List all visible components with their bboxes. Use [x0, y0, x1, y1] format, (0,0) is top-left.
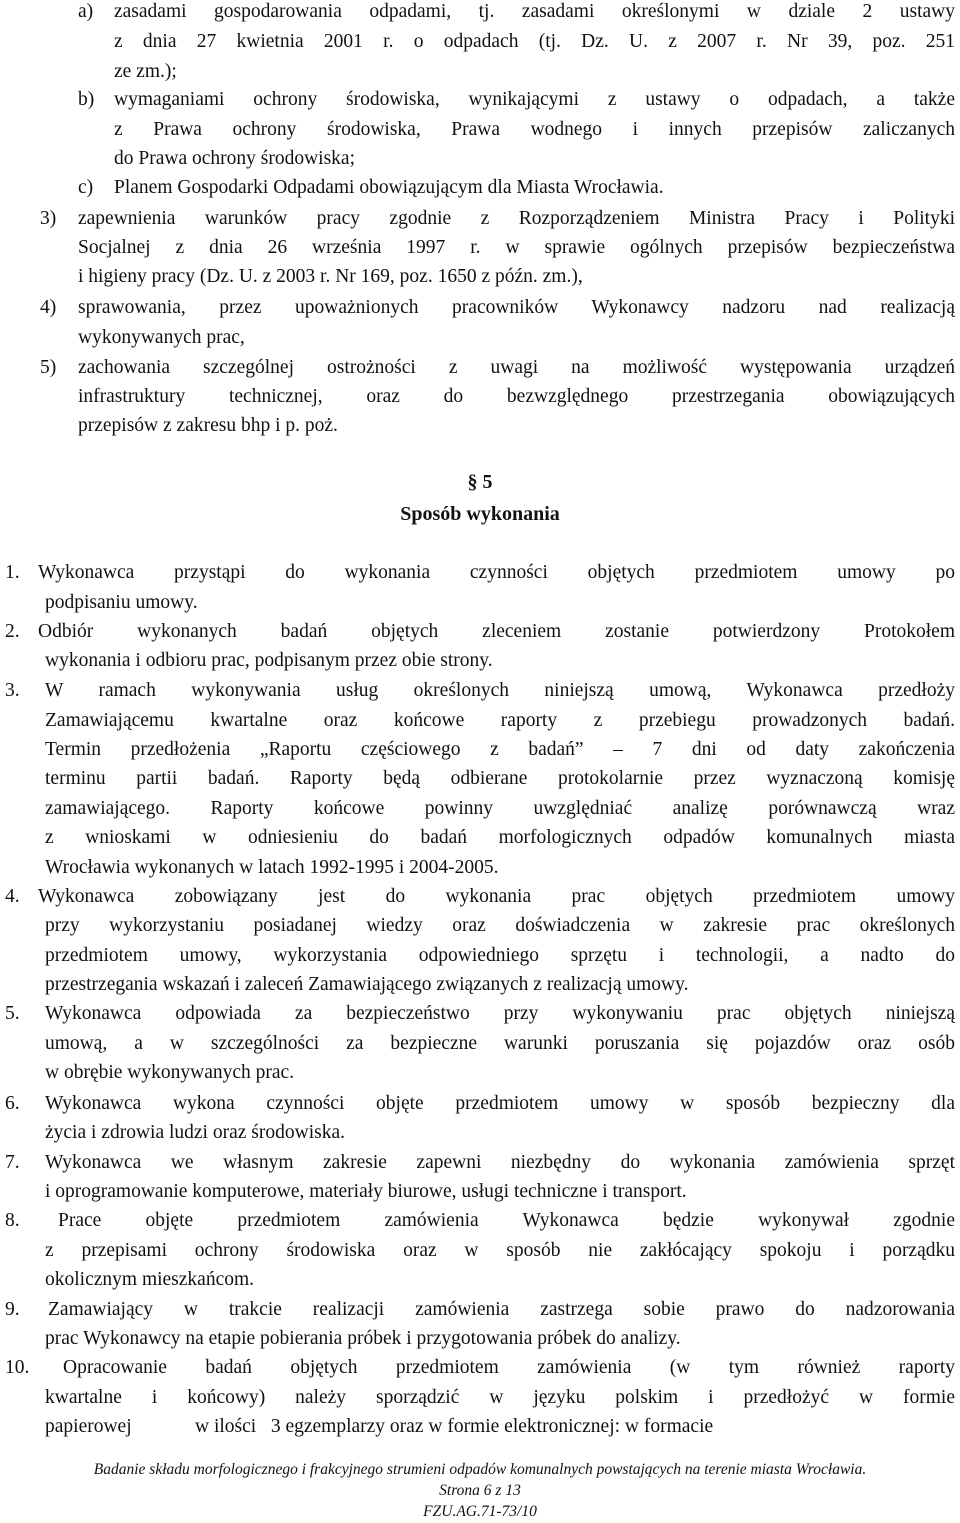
- text-line: i higieny pracy (Dz. U. z 2003 r. Nr 169, poz. 1650 z późn. zm.),: [78, 266, 583, 287]
- text-line: prac Wykonawcy na etapie pobierania próbek i przygotowania próbek do analizy.: [45, 1328, 681, 1349]
- text-line: przepisów z zakresu bhp i p. poż.: [78, 415, 338, 436]
- point-label: 9.: [5, 1299, 20, 1320]
- point-label: 8.: [5, 1210, 20, 1231]
- text-line: w obrębie wykonywanych prac.: [45, 1062, 295, 1083]
- point-label: 1.: [5, 562, 20, 583]
- text-line: przy wykorzystaniu posiadanej wiedzy oraz doświadczenia w zakresie prac określonych: [45, 915, 955, 936]
- point-label: 3.: [5, 680, 20, 701]
- text-line: i oprogramowanie komputerowe, materiały biurowe, usługi techniczne i transport.: [45, 1181, 687, 1202]
- point-label: 6.: [5, 1093, 20, 1114]
- text-line: zamawiającego. Raporty końcowe powinny uwzględniać analizę porównawczą wraz: [45, 798, 955, 819]
- text-line: kwartalne i końcowy) należy sporządzić w języku polskim i przedłożyć w formie: [45, 1387, 955, 1408]
- point-label: 7.: [5, 1152, 20, 1173]
- list-label: 3): [40, 208, 57, 229]
- text-line: Prace objęte przedmiotem zamówienia Wykonawca będzie wykonywał zgodnie: [58, 1210, 955, 1231]
- text-line: okolicznym mieszkańcom.: [45, 1269, 255, 1290]
- text-line: z Prawa ochrony środowiska, Prawa wodnego i innych przepisów zaliczanych: [114, 119, 955, 140]
- text-line: terminu partii badań. Raporty będą odbierane protokolarnie przez wyznaczoną komisję: [45, 768, 955, 789]
- text-line: umową, a w szczególności za bezpieczne warunki poruszania się pojazdów oraz osób: [45, 1033, 955, 1054]
- text-line: wykonywanych prac,: [78, 327, 245, 348]
- text-line: Opracowanie badań objętych przedmiotem zamówienia (w tym również raporty: [63, 1357, 955, 1378]
- point-label: 2.: [5, 621, 20, 642]
- text-line: Odbiór wykonanych badań objętych zleceniem zostanie potwierdzony Protokołem: [38, 621, 955, 642]
- section-title: Sposób wykonania: [400, 503, 560, 525]
- text-line: ze zm.);: [114, 61, 177, 82]
- text-line: z przepisami ochrony środowiska oraz w sposób nie zakłócający spokoju i porządku: [45, 1240, 955, 1261]
- text-line: wymaganiami ochrony środowiska, wynikającymi z ustawy o odpadach, a także: [114, 89, 955, 110]
- text-line: W ramach wykonywania usług określonych niniejszą umową, Wykonawca przedłoży: [45, 680, 955, 701]
- text-line: przestrzegania wskazań i zaleceń Zamawiającego związanych z realizacją umowy.: [45, 974, 689, 995]
- text-line: sprawowania, przez upoważnionych pracowników Wykonawcy nadzoru nad realizacją: [78, 297, 955, 318]
- text-line: Wrocławia wykonanych w latach 1992-1995 i 2004-2005.: [45, 857, 499, 878]
- text-line: z dnia 27 kwietnia 2001 r. o odpadach (tj. Dz. U. z 2007 r. Nr 39, poz. 251: [114, 31, 955, 52]
- list-label: b): [78, 89, 95, 110]
- text-line: Wykonawca we własnym zakresie zapewni niezbędny do wykonania zamówienia sprzęt: [45, 1152, 955, 1173]
- text-line: zasadami gospodarowania odpadami, tj. zasadami określonymi w dziale 2 ustawy: [114, 1, 955, 22]
- point-label: 10.: [5, 1357, 30, 1378]
- text-line: zachowania szczególnej ostrożności z uwagi na możliwość występowania urządzeń: [78, 357, 955, 378]
- list-label: 4): [40, 297, 57, 318]
- point-label: 5.: [5, 1003, 20, 1024]
- text-line: wykonania i odbioru prac, podpisanym przez obie strony.: [45, 650, 493, 671]
- text-line: Planem Gospodarki Odpadami obowiązującym dla Miasta Wrocławia.: [114, 177, 664, 198]
- text-line: Termin przedłożenia „Raportu częściowego z badań” – 7 dni od daty zakończenia: [45, 739, 955, 760]
- text-line: Zamawiający w trakcie realizacji zamówienia zastrzega sobie prawo do nadzorowania: [48, 1299, 955, 1320]
- text-line: z wnioskami w odniesieniu do badań morfologicznych odpadów komunalnych miasta: [45, 827, 955, 848]
- text-line: zapewnienia warunków pracy zgodnie z Rozporządzeniem Ministra Pracy i Polityki: [78, 208, 955, 229]
- text-line: podpisaniu umowy.: [45, 592, 198, 613]
- text-line: Zamawiającemu kwartalne oraz końcowe raporty z przebiegu prowadzonych badań.: [45, 710, 955, 731]
- point-label: 4.: [5, 886, 20, 907]
- text-line: Wykonawca odpowiada za bezpieczeństwo przy wykonywaniu prac objętych niniejszą: [45, 1003, 955, 1024]
- footer-title: Badanie składu morfologicznego i frakcyjnego strumieni odpadów komunalnych powstających na terenie miasta Wrocławia.: [93, 1461, 867, 1478]
- footer-document-code: FZU.AG.71-73/10: [423, 1503, 537, 1520]
- text-line: do Prawa ochrony środowiska;: [114, 148, 355, 169]
- list-label: c): [78, 177, 94, 198]
- text-line: Wykonawca wykona czynności objęte przedmiotem umowy w sposób bezpieczny dla: [45, 1093, 955, 1114]
- footer-page-number: Strona 6 z 13: [439, 1482, 521, 1499]
- text-line: papierowej w ilości 3 egzemplarzy oraz w formie elektronicznej: w formacie: [45, 1416, 714, 1437]
- text-line: życia i zdrowia ludzi oraz środowiska.: [45, 1122, 345, 1143]
- text-line: Wykonawca zobowiązany jest do wykonania prac objętych przedmiotem umowy: [38, 886, 955, 907]
- text-line: Wykonawca przystąpi do wykonania czynności objętych przedmiotem umowy po: [38, 562, 955, 583]
- text-line: przedmiotem umowy, wykorzystania odpowiedniego sprzętu i technologii, a nadto do: [45, 945, 955, 966]
- text-line: Socjalnej z dnia 26 września 1997 r. w sprawie ogólnych przepisów bezpieczeństwa: [78, 237, 955, 258]
- list-label: a): [78, 1, 94, 22]
- section-number: § 5: [467, 471, 493, 493]
- text-line: infrastruktury technicznej, oraz do bezwzględnego przestrzegania obowiązujących: [78, 386, 955, 407]
- list-label: 5): [40, 357, 57, 378]
